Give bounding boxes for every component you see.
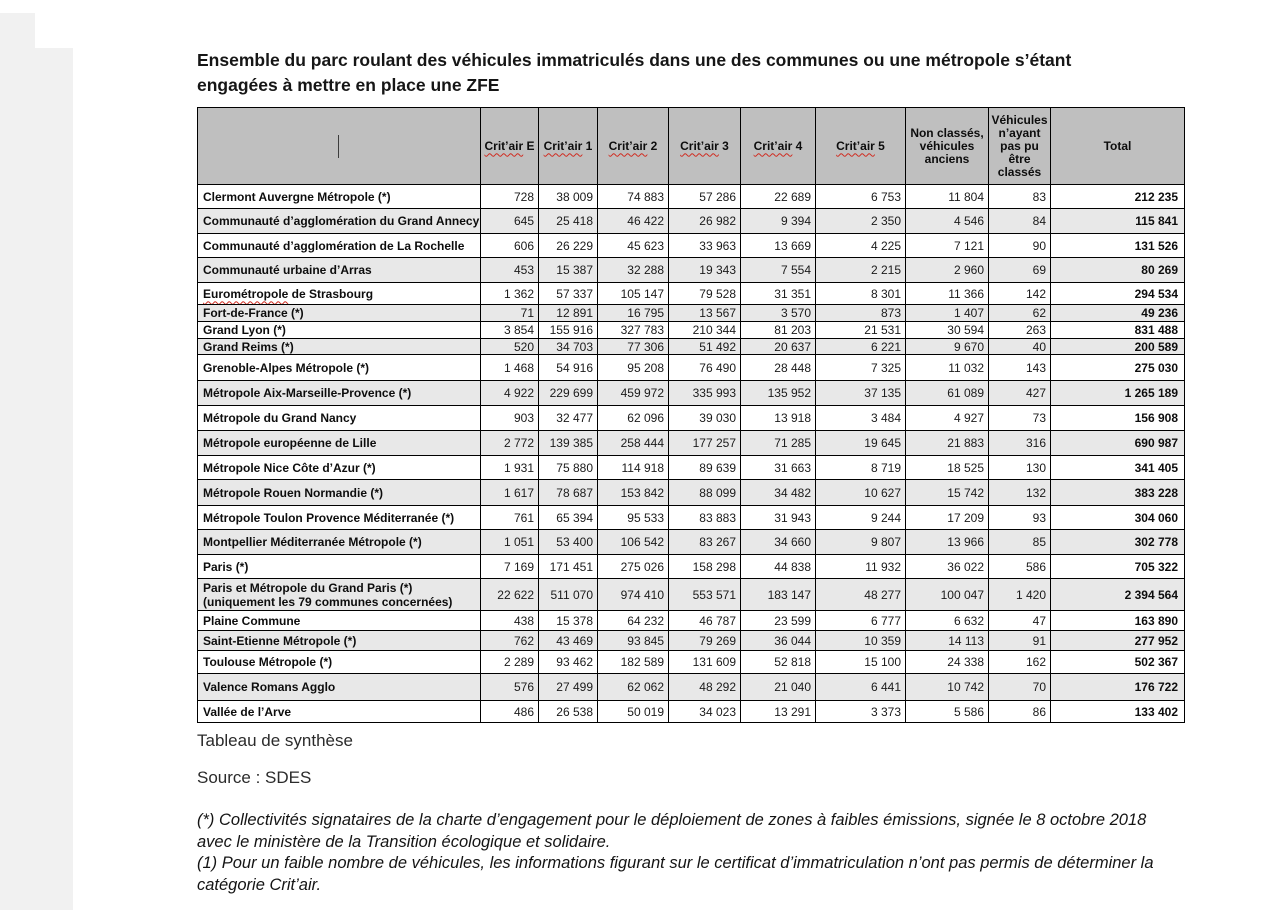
table-row bbox=[198, 555, 1185, 579]
row-label: Métropole Rouen Normandie (*) bbox=[198, 480, 481, 506]
table-row bbox=[198, 456, 1185, 480]
table-row bbox=[198, 339, 1185, 355]
value-cell: 34 482 bbox=[741, 480, 816, 506]
value-cell: 65 394 bbox=[539, 506, 598, 530]
footnote-1: (1) Pour un faible nombre de véhicules, les informations figurant sur le certificat d’immatriculation n’ont pas permis de déterminer la catégorie Crit’air. bbox=[197, 854, 1154, 894]
row-label: Valence Romans Agglo bbox=[198, 674, 481, 701]
value-cell: 453 bbox=[481, 258, 539, 283]
left-sidebar bbox=[0, 13, 73, 910]
value-cell: 23 599 bbox=[741, 611, 816, 631]
total-cell: 163 890 bbox=[1051, 611, 1185, 631]
value-cell: 762 bbox=[481, 631, 539, 651]
value-cell: 21 531 bbox=[816, 322, 906, 339]
table-row bbox=[198, 651, 1185, 674]
value-cell: 93 845 bbox=[598, 631, 669, 651]
value-cell: 77 306 bbox=[598, 339, 669, 355]
value-cell: 761 bbox=[481, 506, 539, 530]
row-label: Montpellier Méditerranée Métropole (*) bbox=[198, 530, 481, 555]
value-cell: 78 687 bbox=[539, 480, 598, 506]
value-cell: 3 854 bbox=[481, 322, 539, 339]
column-header: Véhicules n’ayant pas pu être classés bbox=[989, 108, 1051, 185]
value-cell: 84 bbox=[989, 209, 1051, 234]
value-cell: 8 301 bbox=[816, 283, 906, 305]
value-cell: 24 338 bbox=[906, 651, 989, 674]
value-cell: 229 699 bbox=[539, 381, 598, 406]
value-cell: 263 bbox=[989, 322, 1051, 339]
value-cell: 79 269 bbox=[669, 631, 741, 651]
table-row bbox=[198, 209, 1185, 234]
table-row bbox=[198, 322, 1185, 339]
value-cell: 131 609 bbox=[669, 651, 741, 674]
value-cell: 162 bbox=[989, 651, 1051, 674]
row-label: Métropole Aix-Marseille-Provence (*) bbox=[198, 381, 481, 406]
column-header: Crit’air 4 bbox=[741, 108, 816, 185]
value-cell: 31 351 bbox=[741, 283, 816, 305]
value-cell: 7 121 bbox=[906, 234, 989, 258]
value-cell: 576 bbox=[481, 674, 539, 701]
value-cell: 13 291 bbox=[741, 701, 816, 723]
value-cell: 142 bbox=[989, 283, 1051, 305]
value-cell: 81 203 bbox=[741, 322, 816, 339]
value-cell: 50 019 bbox=[598, 701, 669, 723]
value-cell: 64 232 bbox=[598, 611, 669, 631]
value-cell: 11 932 bbox=[816, 555, 906, 579]
value-cell: 3 373 bbox=[816, 701, 906, 723]
source-line: Source : SDES bbox=[197, 768, 312, 787]
value-cell: 21 040 bbox=[741, 674, 816, 701]
value-cell: 586 bbox=[989, 555, 1051, 579]
document-page bbox=[197, 48, 1184, 896]
value-cell: 15 378 bbox=[539, 611, 598, 631]
value-cell: 69 bbox=[989, 258, 1051, 283]
column-header: Total bbox=[1051, 108, 1185, 185]
row-label: Paris et Métropole du Grand Paris (*) (uniquement les 79 communes concernées) bbox=[198, 579, 481, 611]
value-cell: 48 292 bbox=[669, 674, 741, 701]
total-cell: 294 534 bbox=[1051, 283, 1185, 305]
table-row bbox=[198, 506, 1185, 530]
value-cell: 26 229 bbox=[539, 234, 598, 258]
value-cell: 52 818 bbox=[741, 651, 816, 674]
value-cell: 153 842 bbox=[598, 480, 669, 506]
table-row bbox=[198, 611, 1185, 631]
value-cell: 100 047 bbox=[906, 579, 989, 611]
table-row bbox=[198, 381, 1185, 406]
column-header: Crit’air 5 bbox=[816, 108, 906, 185]
value-cell: 459 972 bbox=[598, 381, 669, 406]
total-cell: 705 322 bbox=[1051, 555, 1185, 579]
value-cell: 34 660 bbox=[741, 530, 816, 555]
value-cell: 16 795 bbox=[598, 305, 669, 322]
value-cell: 95 533 bbox=[598, 506, 669, 530]
total-cell: 156 908 bbox=[1051, 406, 1185, 431]
value-cell: 974 410 bbox=[598, 579, 669, 611]
row-label: Clermont Auvergne Métropole (*) bbox=[198, 185, 481, 209]
value-cell: 86 bbox=[989, 701, 1051, 723]
value-cell: 83 267 bbox=[669, 530, 741, 555]
total-cell: 49 236 bbox=[1051, 305, 1185, 322]
value-cell: 57 286 bbox=[669, 185, 741, 209]
total-cell: 176 722 bbox=[1051, 674, 1185, 701]
spellcheck-underline: Crit’air bbox=[836, 138, 875, 153]
value-cell: 17 209 bbox=[906, 506, 989, 530]
value-cell: 11 366 bbox=[906, 283, 989, 305]
row-label: Toulouse Métropole (*) bbox=[198, 651, 481, 674]
table-row bbox=[198, 406, 1185, 431]
value-cell: 6 777 bbox=[816, 611, 906, 631]
value-cell: 4 922 bbox=[481, 381, 539, 406]
value-cell: 44 838 bbox=[741, 555, 816, 579]
value-cell: 45 623 bbox=[598, 234, 669, 258]
value-cell: 158 298 bbox=[669, 555, 741, 579]
value-cell: 1 362 bbox=[481, 283, 539, 305]
value-cell: 30 594 bbox=[906, 322, 989, 339]
value-cell: 51 492 bbox=[669, 339, 741, 355]
row-label: Communauté d’agglomération du Grand Annecy bbox=[198, 209, 481, 234]
value-cell: 553 571 bbox=[669, 579, 741, 611]
value-cell: 9 244 bbox=[816, 506, 906, 530]
value-cell: 22 689 bbox=[741, 185, 816, 209]
value-cell: 93 462 bbox=[539, 651, 598, 674]
value-cell: 71 bbox=[481, 305, 539, 322]
value-cell: 15 387 bbox=[539, 258, 598, 283]
value-cell: 9 807 bbox=[816, 530, 906, 555]
total-cell: 302 778 bbox=[1051, 530, 1185, 555]
row-label: Saint-Etienne Métropole (*) bbox=[198, 631, 481, 651]
table-row bbox=[198, 631, 1185, 651]
table-row bbox=[198, 480, 1185, 506]
value-cell: 427 bbox=[989, 381, 1051, 406]
table-row bbox=[198, 283, 1185, 305]
value-cell: 48 277 bbox=[816, 579, 906, 611]
value-cell: 2 289 bbox=[481, 651, 539, 674]
value-cell: 36 022 bbox=[906, 555, 989, 579]
value-cell: 143 bbox=[989, 355, 1051, 381]
value-cell: 18 525 bbox=[906, 456, 989, 480]
value-cell: 91 bbox=[989, 631, 1051, 651]
row-label: Grand Reims (*) bbox=[198, 339, 481, 355]
value-cell: 62 096 bbox=[598, 406, 669, 431]
total-cell: 831 488 bbox=[1051, 322, 1185, 339]
value-cell: 83 883 bbox=[669, 506, 741, 530]
value-cell: 258 444 bbox=[598, 431, 669, 456]
vehicles-table bbox=[197, 107, 1185, 723]
total-cell: 277 952 bbox=[1051, 631, 1185, 651]
value-cell: 6 441 bbox=[816, 674, 906, 701]
value-cell: 43 469 bbox=[539, 631, 598, 651]
value-cell: 873 bbox=[816, 305, 906, 322]
value-cell: 177 257 bbox=[669, 431, 741, 456]
value-cell: 135 952 bbox=[741, 381, 816, 406]
column-header: Crit’air 1 bbox=[539, 108, 598, 185]
value-cell: 327 783 bbox=[598, 322, 669, 339]
column-header: Non classés, véhicules anciens bbox=[906, 108, 989, 185]
value-cell: 38 009 bbox=[539, 185, 598, 209]
spellcheck-underline: Crit’air bbox=[608, 138, 648, 153]
value-cell: 62 bbox=[989, 305, 1051, 322]
value-cell: 74 883 bbox=[598, 185, 669, 209]
row-label: Communauté d’agglomération de La Rochelle bbox=[198, 234, 481, 258]
row-label: Métropole Nice Côte d’Azur (*) bbox=[198, 456, 481, 480]
value-cell: 22 622 bbox=[481, 579, 539, 611]
value-cell: 606 bbox=[481, 234, 539, 258]
row-label: Métropole du Grand Nancy bbox=[198, 406, 481, 431]
table-body bbox=[198, 185, 1185, 723]
value-cell: 114 918 bbox=[598, 456, 669, 480]
value-cell: 8 719 bbox=[816, 456, 906, 480]
table-row bbox=[198, 431, 1185, 456]
page-title: Ensemble du parc roulant des véhicules immatriculés dans une des communes ou une métropole s’étant engagées à mettre en place une ZFE bbox=[197, 50, 1072, 95]
value-cell: 4 927 bbox=[906, 406, 989, 431]
value-cell: 75 880 bbox=[539, 456, 598, 480]
value-cell: 47 bbox=[989, 611, 1051, 631]
value-cell: 13 918 bbox=[741, 406, 816, 431]
table-row bbox=[198, 701, 1185, 723]
value-cell: 19 645 bbox=[816, 431, 906, 456]
value-cell: 26 538 bbox=[539, 701, 598, 723]
total-cell: 383 228 bbox=[1051, 480, 1185, 506]
value-cell: 27 499 bbox=[539, 674, 598, 701]
footnote-asterisk: (*) Collectivités signataires de la charte d’engagement pour le déploiement de zones à faibles émissions, signée le 8 octobre 2018 avec le ministère de la Transition écologique et solidaire. bbox=[197, 811, 1147, 851]
value-cell: 39 030 bbox=[669, 406, 741, 431]
value-cell: 61 089 bbox=[906, 381, 989, 406]
value-cell: 34 023 bbox=[669, 701, 741, 723]
value-cell: 40 bbox=[989, 339, 1051, 355]
value-cell: 34 703 bbox=[539, 339, 598, 355]
value-cell: 83 bbox=[989, 185, 1051, 209]
total-cell: 133 402 bbox=[1051, 701, 1185, 723]
value-cell: 25 418 bbox=[539, 209, 598, 234]
value-cell: 73 bbox=[989, 406, 1051, 431]
text-cursor bbox=[338, 135, 339, 158]
value-cell: 9 394 bbox=[741, 209, 816, 234]
total-cell: 131 526 bbox=[1051, 234, 1185, 258]
value-cell: 28 448 bbox=[741, 355, 816, 381]
row-label: Paris (*) bbox=[198, 555, 481, 579]
value-cell: 520 bbox=[481, 339, 539, 355]
value-cell: 171 451 bbox=[539, 555, 598, 579]
row-label: Plaine Commune bbox=[198, 611, 481, 631]
value-cell: 21 883 bbox=[906, 431, 989, 456]
value-cell: 2 772 bbox=[481, 431, 539, 456]
spellcheck-underline: Crit’air bbox=[753, 138, 793, 153]
value-cell: 31 943 bbox=[741, 506, 816, 530]
value-cell: 13 669 bbox=[741, 234, 816, 258]
value-cell: 130 bbox=[989, 456, 1051, 480]
value-cell: 79 528 bbox=[669, 283, 741, 305]
value-cell: 182 589 bbox=[598, 651, 669, 674]
value-cell: 183 147 bbox=[741, 579, 816, 611]
row-label: Métropole Toulon Provence Méditerranée (*) bbox=[198, 506, 481, 530]
sidebar-notch bbox=[35, 8, 75, 48]
total-cell: 115 841 bbox=[1051, 209, 1185, 234]
table-row bbox=[198, 185, 1185, 209]
value-cell: 903 bbox=[481, 406, 539, 431]
row-label: Fort-de-France (*) bbox=[198, 305, 481, 322]
row-label: Grenoble-Alpes Métropole (*) bbox=[198, 355, 481, 381]
table-row bbox=[198, 530, 1185, 555]
value-cell: 90 bbox=[989, 234, 1051, 258]
value-cell: 275 026 bbox=[598, 555, 669, 579]
value-cell: 1 420 bbox=[989, 579, 1051, 611]
spellcheck-underline: Crit’air bbox=[543, 138, 583, 153]
value-cell: 76 490 bbox=[669, 355, 741, 381]
value-cell: 46 787 bbox=[669, 611, 741, 631]
value-cell: 7 554 bbox=[741, 258, 816, 283]
value-cell: 15 742 bbox=[906, 480, 989, 506]
value-cell: 19 343 bbox=[669, 258, 741, 283]
value-cell: 14 113 bbox=[906, 631, 989, 651]
total-cell: 80 269 bbox=[1051, 258, 1185, 283]
value-cell: 6 632 bbox=[906, 611, 989, 631]
value-cell: 7 325 bbox=[816, 355, 906, 381]
value-cell: 1 051 bbox=[481, 530, 539, 555]
value-cell: 1 407 bbox=[906, 305, 989, 322]
row-label: Vallée de l’Arve bbox=[198, 701, 481, 723]
column-header: Crit’air 2 bbox=[598, 108, 669, 185]
value-cell: 1 468 bbox=[481, 355, 539, 381]
value-cell: 645 bbox=[481, 209, 539, 234]
value-cell: 93 bbox=[989, 506, 1051, 530]
value-cell: 88 099 bbox=[669, 480, 741, 506]
value-cell: 15 100 bbox=[816, 651, 906, 674]
value-cell: 2 215 bbox=[816, 258, 906, 283]
header-row bbox=[198, 108, 1185, 185]
total-cell: 200 589 bbox=[1051, 339, 1185, 355]
value-cell: 10 627 bbox=[816, 480, 906, 506]
value-cell: 11 804 bbox=[906, 185, 989, 209]
value-cell: 486 bbox=[481, 701, 539, 723]
spellcheck-underline: Crit’air bbox=[484, 138, 524, 153]
value-cell: 57 337 bbox=[539, 283, 598, 305]
value-cell: 438 bbox=[481, 611, 539, 631]
value-cell: 33 963 bbox=[669, 234, 741, 258]
value-cell: 26 982 bbox=[669, 209, 741, 234]
total-cell: 2 394 564 bbox=[1051, 579, 1185, 611]
table-row bbox=[198, 234, 1185, 258]
row-label: Grand Lyon (*) bbox=[198, 322, 481, 339]
total-cell: 341 405 bbox=[1051, 456, 1185, 480]
value-cell: 3 484 bbox=[816, 406, 906, 431]
value-cell: 11 032 bbox=[906, 355, 989, 381]
row-label: Communauté urbaine d’Arras bbox=[198, 258, 481, 283]
value-cell: 13 567 bbox=[669, 305, 741, 322]
value-cell: 10 359 bbox=[816, 631, 906, 651]
total-cell: 1 265 189 bbox=[1051, 381, 1185, 406]
value-cell: 13 966 bbox=[906, 530, 989, 555]
row-label: Métropole européenne de Lille bbox=[198, 431, 481, 456]
value-cell: 132 bbox=[989, 480, 1051, 506]
value-cell: 7 169 bbox=[481, 555, 539, 579]
value-cell: 6 221 bbox=[816, 339, 906, 355]
value-cell: 36 044 bbox=[741, 631, 816, 651]
row-label: Eurométropole de Strasbourg bbox=[198, 283, 481, 305]
total-cell: 212 235 bbox=[1051, 185, 1185, 209]
value-cell: 155 916 bbox=[539, 322, 598, 339]
column-header: Crit’air 3 bbox=[669, 108, 741, 185]
value-cell: 2 350 bbox=[816, 209, 906, 234]
value-cell: 62 062 bbox=[598, 674, 669, 701]
value-cell: 32 477 bbox=[539, 406, 598, 431]
value-cell: 37 135 bbox=[816, 381, 906, 406]
table-row bbox=[198, 305, 1185, 322]
value-cell: 20 637 bbox=[741, 339, 816, 355]
value-cell: 32 288 bbox=[598, 258, 669, 283]
value-cell: 9 670 bbox=[906, 339, 989, 355]
value-cell: 46 422 bbox=[598, 209, 669, 234]
table-row bbox=[198, 674, 1185, 701]
value-cell: 71 285 bbox=[741, 431, 816, 456]
spellcheck-underline: Crit’air bbox=[680, 138, 719, 153]
value-cell: 139 385 bbox=[539, 431, 598, 456]
table-row bbox=[198, 258, 1185, 283]
value-cell: 728 bbox=[481, 185, 539, 209]
total-cell: 690 987 bbox=[1051, 431, 1185, 456]
table-row bbox=[198, 579, 1185, 611]
row-label-header bbox=[198, 108, 481, 185]
value-cell: 4 546 bbox=[906, 209, 989, 234]
value-cell: 210 344 bbox=[669, 322, 741, 339]
total-cell: 304 060 bbox=[1051, 506, 1185, 530]
value-cell: 70 bbox=[989, 674, 1051, 701]
total-cell: 502 367 bbox=[1051, 651, 1185, 674]
value-cell: 5 586 bbox=[906, 701, 989, 723]
value-cell: 1 931 bbox=[481, 456, 539, 480]
table-row bbox=[198, 355, 1185, 381]
value-cell: 3 570 bbox=[741, 305, 816, 322]
value-cell: 12 891 bbox=[539, 305, 598, 322]
value-cell: 85 bbox=[989, 530, 1051, 555]
table-header bbox=[198, 108, 1185, 185]
value-cell: 89 639 bbox=[669, 456, 741, 480]
footnotes bbox=[197, 810, 1183, 896]
value-cell: 316 bbox=[989, 431, 1051, 456]
value-cell: 54 916 bbox=[539, 355, 598, 381]
value-cell: 106 542 bbox=[598, 530, 669, 555]
value-cell: 6 753 bbox=[816, 185, 906, 209]
table-caption: Tableau de synthèse bbox=[197, 731, 353, 750]
value-cell: 53 400 bbox=[539, 530, 598, 555]
column-header: Crit’air E bbox=[481, 108, 539, 185]
value-cell: 10 742 bbox=[906, 674, 989, 701]
value-cell: 105 147 bbox=[598, 283, 669, 305]
value-cell: 95 208 bbox=[598, 355, 669, 381]
value-cell: 2 960 bbox=[906, 258, 989, 283]
total-cell: 275 030 bbox=[1051, 355, 1185, 381]
value-cell: 31 663 bbox=[741, 456, 816, 480]
value-cell: 335 993 bbox=[669, 381, 741, 406]
value-cell: 1 617 bbox=[481, 480, 539, 506]
value-cell: 511 070 bbox=[539, 579, 598, 611]
spellcheck-underline: Eurométropole bbox=[203, 286, 289, 301]
value-cell: 4 225 bbox=[816, 234, 906, 258]
